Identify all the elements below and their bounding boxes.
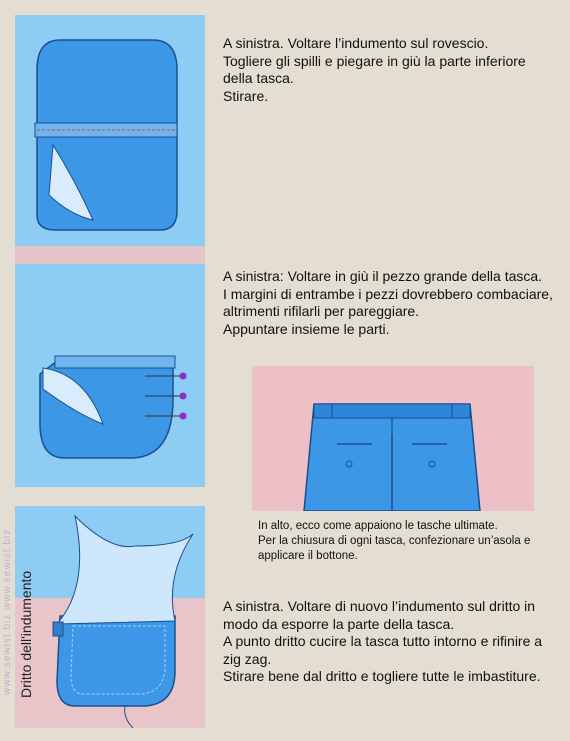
caption-line-2: Per la chiusura di ogni tasca, confezionare un’asola e applicare il bottone. (258, 535, 531, 562)
step2-line-1: A sinistra: Voltare in giù il pezzo grande della tasca. (223, 268, 543, 284)
step2-line-3: Appuntare insieme le parti. (223, 320, 390, 337)
watermark-text: www.sewist.biz www.sewist.biz (2, 528, 13, 695)
step1-line-2: Togliere gli spilli e piegare in giù la parte inferiore della tasca. (223, 52, 526, 86)
step2-line-2: I margini di entrambe i pezzi dovrebbero combaciare, altrimenti rifilarli per pareggiare. (223, 285, 553, 319)
step1-line-3: Stirare. (223, 87, 269, 104)
step2-text (223, 268, 553, 338)
step1-line-1: A sinistra. Voltare l’indumento sul rovescio. (223, 35, 489, 51)
separator-strip (15, 246, 205, 264)
step3-line-3: Stirare bene dal dritto e togliere tutte le imbastiture. (223, 668, 541, 684)
step3-line-1: A sinistra. Voltare di nuovo l’indumento sul dritto in modo da esporre la parte della tasca. (223, 598, 536, 632)
step3-line-2: A punto dritto cucire la tasca tutto intorno e rifinire a zig zag. (223, 633, 543, 667)
illustration-pocket-folded (15, 15, 205, 246)
pocket-pinned-drawing (15, 264, 205, 487)
illustration-finished-pockets (252, 366, 534, 511)
pocket-stitched-drawing (15, 506, 205, 728)
caption-line-1: In alto, ecco come appaiono le tasche ultimate. (258, 520, 498, 532)
illustration-pocket-pinned (15, 264, 205, 487)
step3-text (223, 598, 558, 686)
trousers-back-drawing (252, 366, 534, 511)
illustration-pocket-stitched (15, 506, 205, 728)
side-label: Dritto dell'indumento (18, 570, 34, 698)
pocket-folded-drawing (15, 15, 205, 246)
step1-text (223, 35, 553, 105)
caption-text (258, 519, 548, 564)
